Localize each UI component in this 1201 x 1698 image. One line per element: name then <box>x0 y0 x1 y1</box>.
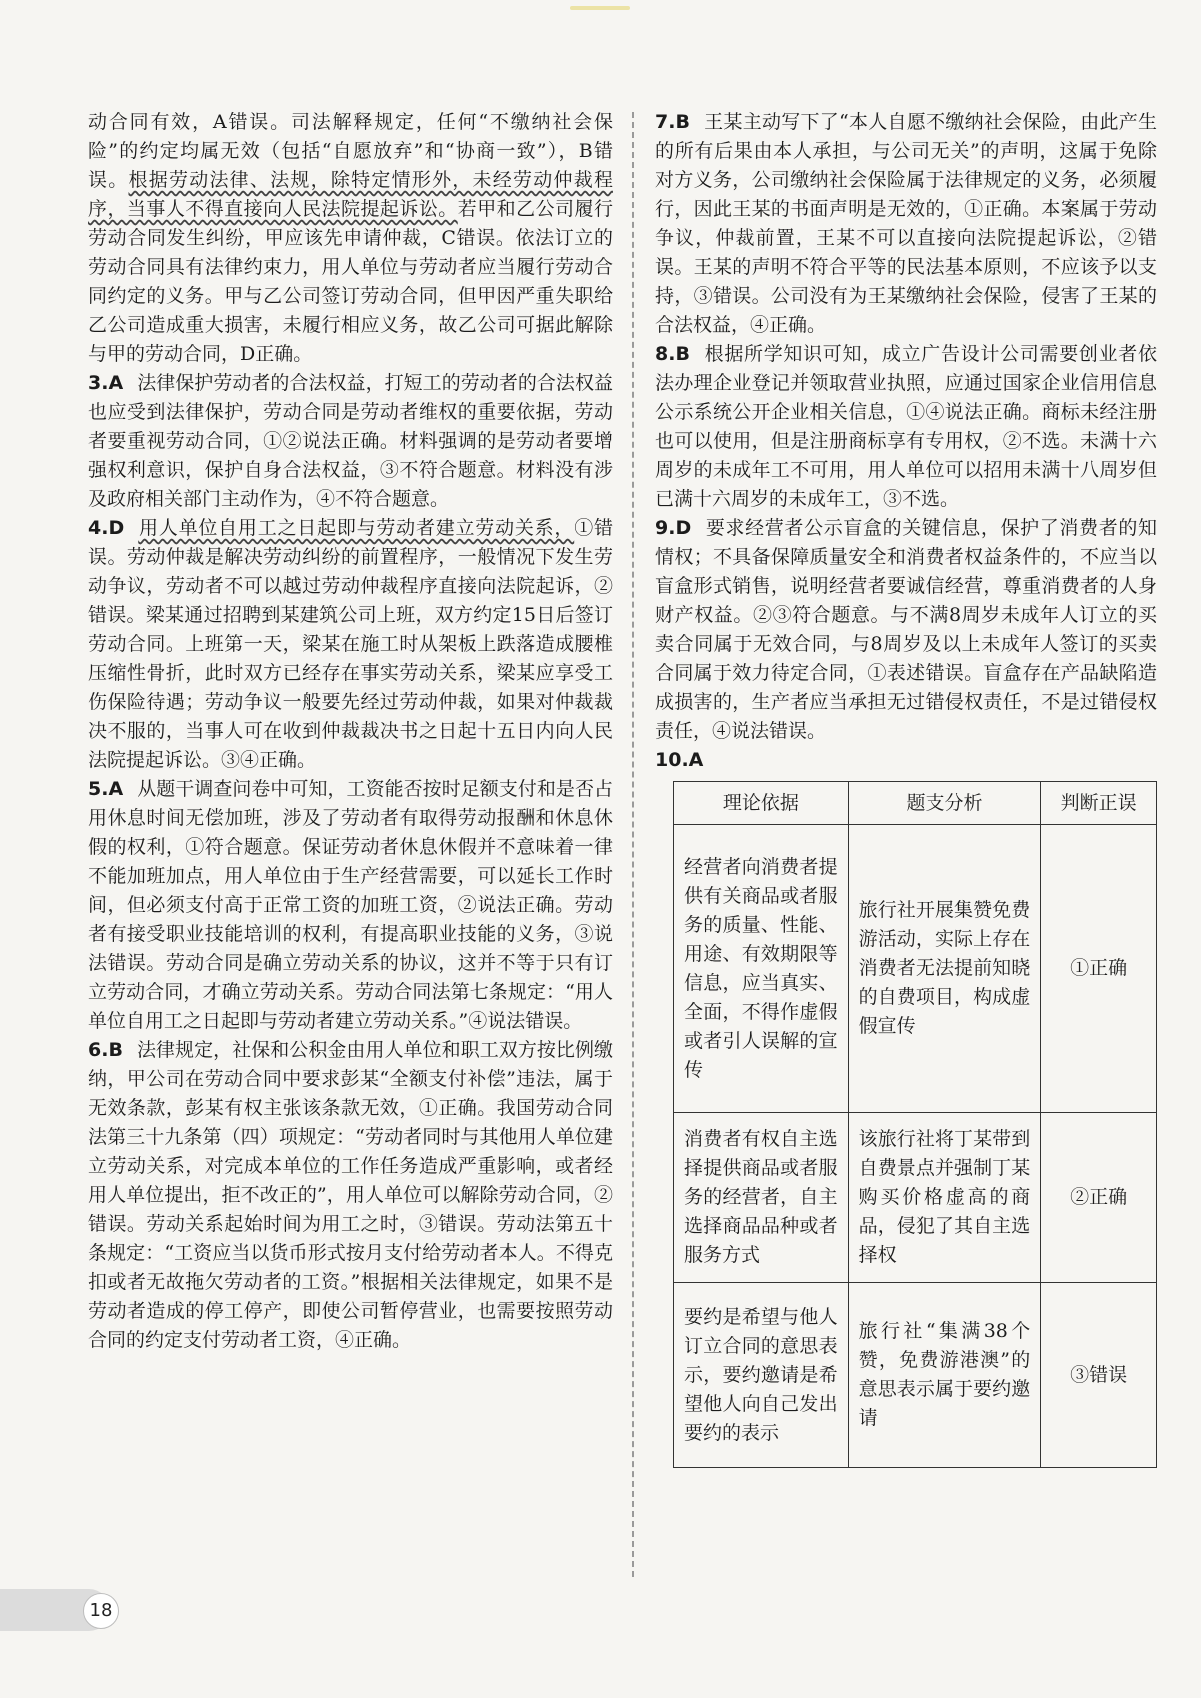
analysis-table <box>673 781 1157 1468</box>
answer-number: 5.A <box>88 778 124 800</box>
table-row <box>674 825 1157 1113</box>
answer-text: 根据所学知识可知，成立广告设计公司需要创业者依法办理企业登记并领取营业执照，应通过国家企业信用信息公示系统公开企业相关信息，①④说法正确。商标未经注册也可以使用，但是注册商标享有专用权，②不选。未满十六周岁的未成年工不可用，用人单位可以招用未满十八周岁但已满十六周岁的未成年工，③不选。 <box>655 343 1157 510</box>
cell-analysis: 旅行社开展集赞免费游活动，实际上存在消费者无法提前知晓的自费项目，构成虚假宣传 <box>848 825 1041 1113</box>
answer-text: ①错误。劳动仲裁是解决劳动纠纷的前置程序，一般情况下发生劳动争议，劳动者不可以越过劳动仲裁程序直接向法院起诉，②错误。梁某通过招聘到某建筑公司上班，双方约定15日后签订劳动合同。上班第一天，梁某在施工时从架板上跌落造成腰椎压缩性骨折，此时双方已经存在事实劳动关系，梁某应享受工伤保险待遇；劳动争议一般要先经过劳动仲裁，如果对仲裁裁决不服的，当事人可在收到仲裁裁决书之日起十五日内向人民法院提起诉讼。③④正确。 <box>88 517 613 771</box>
intro-paragraph <box>88 108 613 369</box>
header-verdict: 判断正误 <box>1041 782 1157 825</box>
cell-verdict: ③错误 <box>1041 1283 1157 1468</box>
cell-basis: 要约是希望与他人订立合同的意思表示，要约邀请是希望他人向自己发出要约的表示 <box>674 1283 849 1468</box>
header-basis: 理论依据 <box>674 782 849 825</box>
answer-item-10 <box>655 746 1157 775</box>
cell-verdict: ①正确 <box>1041 825 1157 1113</box>
header-analysis: 题支分析 <box>848 782 1041 825</box>
cell-basis: 消费者有权自主选择提供商品或者服务的经营者，自主选择商品品种或者服务方式 <box>674 1113 849 1283</box>
intro-rest-text: 若甲和乙公司履行劳动合同发生纠纷，甲应该先申请仲裁，C错误。依法订立的劳动合同具有法律约束力，用人单位与劳动者应当履行劳动合同约定的义务。甲与乙公司签订劳动合同，但甲因严重失职给乙公司造成重大损害，未履行相应义务，故乙公司可据此解除与甲的劳动合同，D正确。 <box>88 198 613 365</box>
answer-number: 8.B <box>655 343 690 365</box>
answer-number: 6.B <box>88 1039 123 1061</box>
column-divider <box>632 112 634 1577</box>
answer-text: 王某主动写下了“本人自愿不缴纳社会保险，由此产生的所有后果由本人承担，与公司无关”的声明，这属于免除对方义务，公司缴纳社会保险属于法律规定的义务，必须履行，因此王某的书面声明是无效的，①正确。本案属于劳动争议，仲裁前置，王某不可以直接向法院提起诉讼，②错误。王某的声明不符合平等的民法基本原则，不应该予以支持，③错误。公司没有为王某缴纳社会保险，侵害了王某的合法权益，④正确。 <box>655 111 1157 336</box>
cell-analysis: 旅行社“集满38个赞，免费游港澳”的意思表示属于要约邀请 <box>848 1283 1041 1468</box>
answer-number: 3.A <box>88 372 124 394</box>
answer-text: 法律保护劳动者的合法权益，打短工的劳动者的合法权益也应受到法律保护，劳动合同是劳动者维权的重要依据，劳动者要重视劳动合同，①②说法正确。材料强调的是劳动者要增强权利意识，保护自身合法权益，③不符合题意。材料没有涉及政府相关部门主动作为，④不符合题意。 <box>88 372 613 510</box>
page-number: 18 <box>83 1593 119 1629</box>
answer-item-9 <box>655 514 1157 746</box>
answer-item-3 <box>88 369 613 514</box>
cell-analysis: 该旅行社将丁某带到自费景点并强制丁某购买价格虚高的商品，侵犯了其自主选择权 <box>848 1113 1041 1283</box>
answer-item-5 <box>88 775 613 1036</box>
answer-number: 7.B <box>655 111 690 133</box>
intro-wavy-text: 根据劳动法律、法规，除特定情形外，未经劳动仲裁程序，当事人不得直接向人民法院提起诉讼。 <box>88 169 613 220</box>
answer-text: 要求经营者公示盲盒的关键信息，保护了消费者的知情权；不具备保障质量安全和消费者权益条件的，不应当以盲盒形式销售，说明经营者要诚信经营，尊重消费者的人身财产权益。②③符合题意。与不满8周岁未成年人订立的买卖合同属于无效合同，与8周岁及以上未成年人签订的买卖合同属于效力待定合同，①表述错误。盲盒存在产品缺陷造成损害的，生产者应当承担无过错侵权责任，不是过错侵权责任，④说法错误。 <box>655 517 1157 742</box>
answer-wavy-text: 用人单位自用工之日起即与劳动者建立劳动关系， <box>138 517 575 539</box>
answer-item-8 <box>655 340 1157 514</box>
answer-item-4 <box>88 514 613 775</box>
answer-item-7 <box>655 108 1157 340</box>
cell-basis: 经营者向消费者提供有关商品或者服务的质量、性能、用途、有效期限等信息，应当真实、全面，不得作虚假或者引人误解的宣传 <box>674 825 849 1113</box>
table-row <box>674 1113 1157 1283</box>
top-mark <box>570 6 630 10</box>
intro-text: 动合同有效，A错误。司法解释规定，任何“不缴纳社会保险”的约定均属无效（包括“自愿放弃”和“协商一致”），B错误。 <box>88 111 613 191</box>
table-header-row <box>674 782 1157 825</box>
answer-text: 从题干调查问卷中可知，工资能否按时足额支付和是否占用休息时间无偿加班，涉及了劳动者有取得劳动报酬和休息休假的权利，①符合题意。保证劳动者休息休假并不意味着一律不能加班加点，用人单位由于生产经营需要，可以延长工作时间，但必须支付高于正常工资的加班工资，②说法正确。劳动者有接受职业技能培训的权利，有提高职业技能的义务，③说法错误。劳动合同是确立劳动关系的协议，这并不等于只有订立劳动合同，才确立劳动关系。劳动合同法第七条规定：“用人单位自用工之日起即与劳动者建立劳动关系。”④说法错误。 <box>88 778 613 1032</box>
answer-item-6 <box>88 1036 613 1355</box>
answer-number: 10.A <box>655 749 704 771</box>
answer-number: 9.D <box>655 517 692 539</box>
table-row <box>674 1283 1157 1468</box>
left-column <box>88 108 613 1355</box>
cell-verdict: ②正确 <box>1041 1113 1157 1283</box>
right-column <box>655 108 1157 1468</box>
answer-text: 法律规定，社保和公积金由用人单位和职工双方按比例缴纳，甲公司在劳动合同中要求彭某“全额支付补偿”违法，属于无效条款，彭某有权主张该条款无效，①正确。我国劳动合同法第三十九条第（四）项规定：“劳动者同时与其他用人单位建立劳动关系，对完成本单位的工作任务造成严重影响，或者经用人单位提出，拒不改正的”，用人单位可以解除劳动合同，②错误。劳动关系起始时间为用工之时，③错误。劳动法第五十条规定：“工资应当以货币形式按月支付给劳动者本人。不得克扣或者无故拖欠劳动者的工资。”根据相关法律规定，如果不是劳动者造成的停工停产，即使公司暂停营业，也需要按照劳动合同的约定支付劳动者工资，④正确。 <box>88 1039 613 1351</box>
answer-number: 4.D <box>88 517 125 539</box>
